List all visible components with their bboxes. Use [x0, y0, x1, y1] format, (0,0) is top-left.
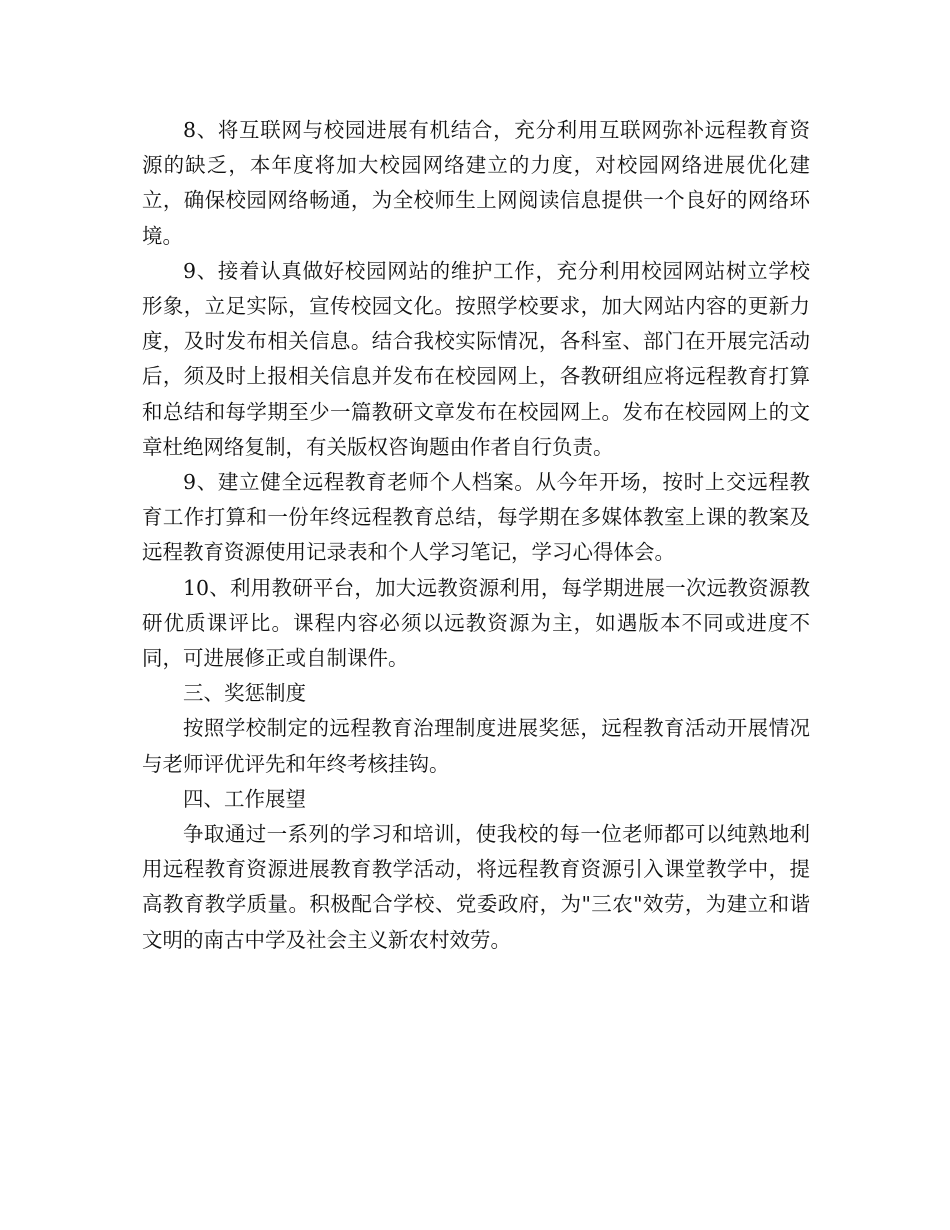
paragraph-rewards: 按照学校制定的远程教育治理制度进展奖惩，远程教育活动开展情况与老师评优评先和年终考核挂钩。: [142, 716, 810, 776]
paragraph-item-8-network: 8、将互联网与校园进展有机结合，充分利用互联网弥补远程教育资源的缺乏，本年度将加大校园网络建立的力度，对校园网络进展优化建立，确保校园网络畅通，为全校师生上网阅读信息提供一个良好的网络环境。: [142, 118, 810, 248]
paragraph-outlook: 争取通过一系列的学习和培训，使我校的每一位老师都可以纯熟地利用远程教育资源进展教育教学活动，将远程教育资源引入课堂教学中，提高教育教学质量。积极配合学校、党委政府，为"三农"效劳，为建立和谐文明的南古中学及社会主义新农村效劳。: [142, 822, 810, 952]
paragraph-item-10-research: 10、利用教研平台，加大远教资源利用，每学期进展一次远教资源教研优质课评比。课程内容必须以远教资源为主，如遇版本不同或进度不同，可进展修正或自制课件。: [142, 575, 810, 671]
paragraph-item-9-archives: 9、建立健全远程教育老师个人档案。从今年开场，按时上交远程教育工作打算和一份年终远程教育总结，每学期在多媒体教室上课的教案及远程教育资源使用记录表和个人学习笔记，学习心得体会。: [142, 470, 810, 565]
section-heading-rewards: 三、奖惩制度: [183, 681, 306, 706]
paragraph-item-9-website: 9、接着认真做好校园网站的维护工作，充分利用校园网站树立学校形象，立足实际，宣传校园文化。按照学校要求，加大网站内容的更新力度，及时发布相关信息。结合我校实际情况，各科室、部门在开展完活动后，须及时上报相关信息并发布在校园网上，各教研组应将远程教育打算和总结和每学期至少一篇教研文章发布在校园网上。发布在校园网上的文章杜绝网络复制，有关版权咨询题由作者自行负责。: [142, 258, 810, 459]
document-page: [142, 113, 810, 958]
section-heading-outlook: 四、工作展望: [183, 786, 306, 811]
